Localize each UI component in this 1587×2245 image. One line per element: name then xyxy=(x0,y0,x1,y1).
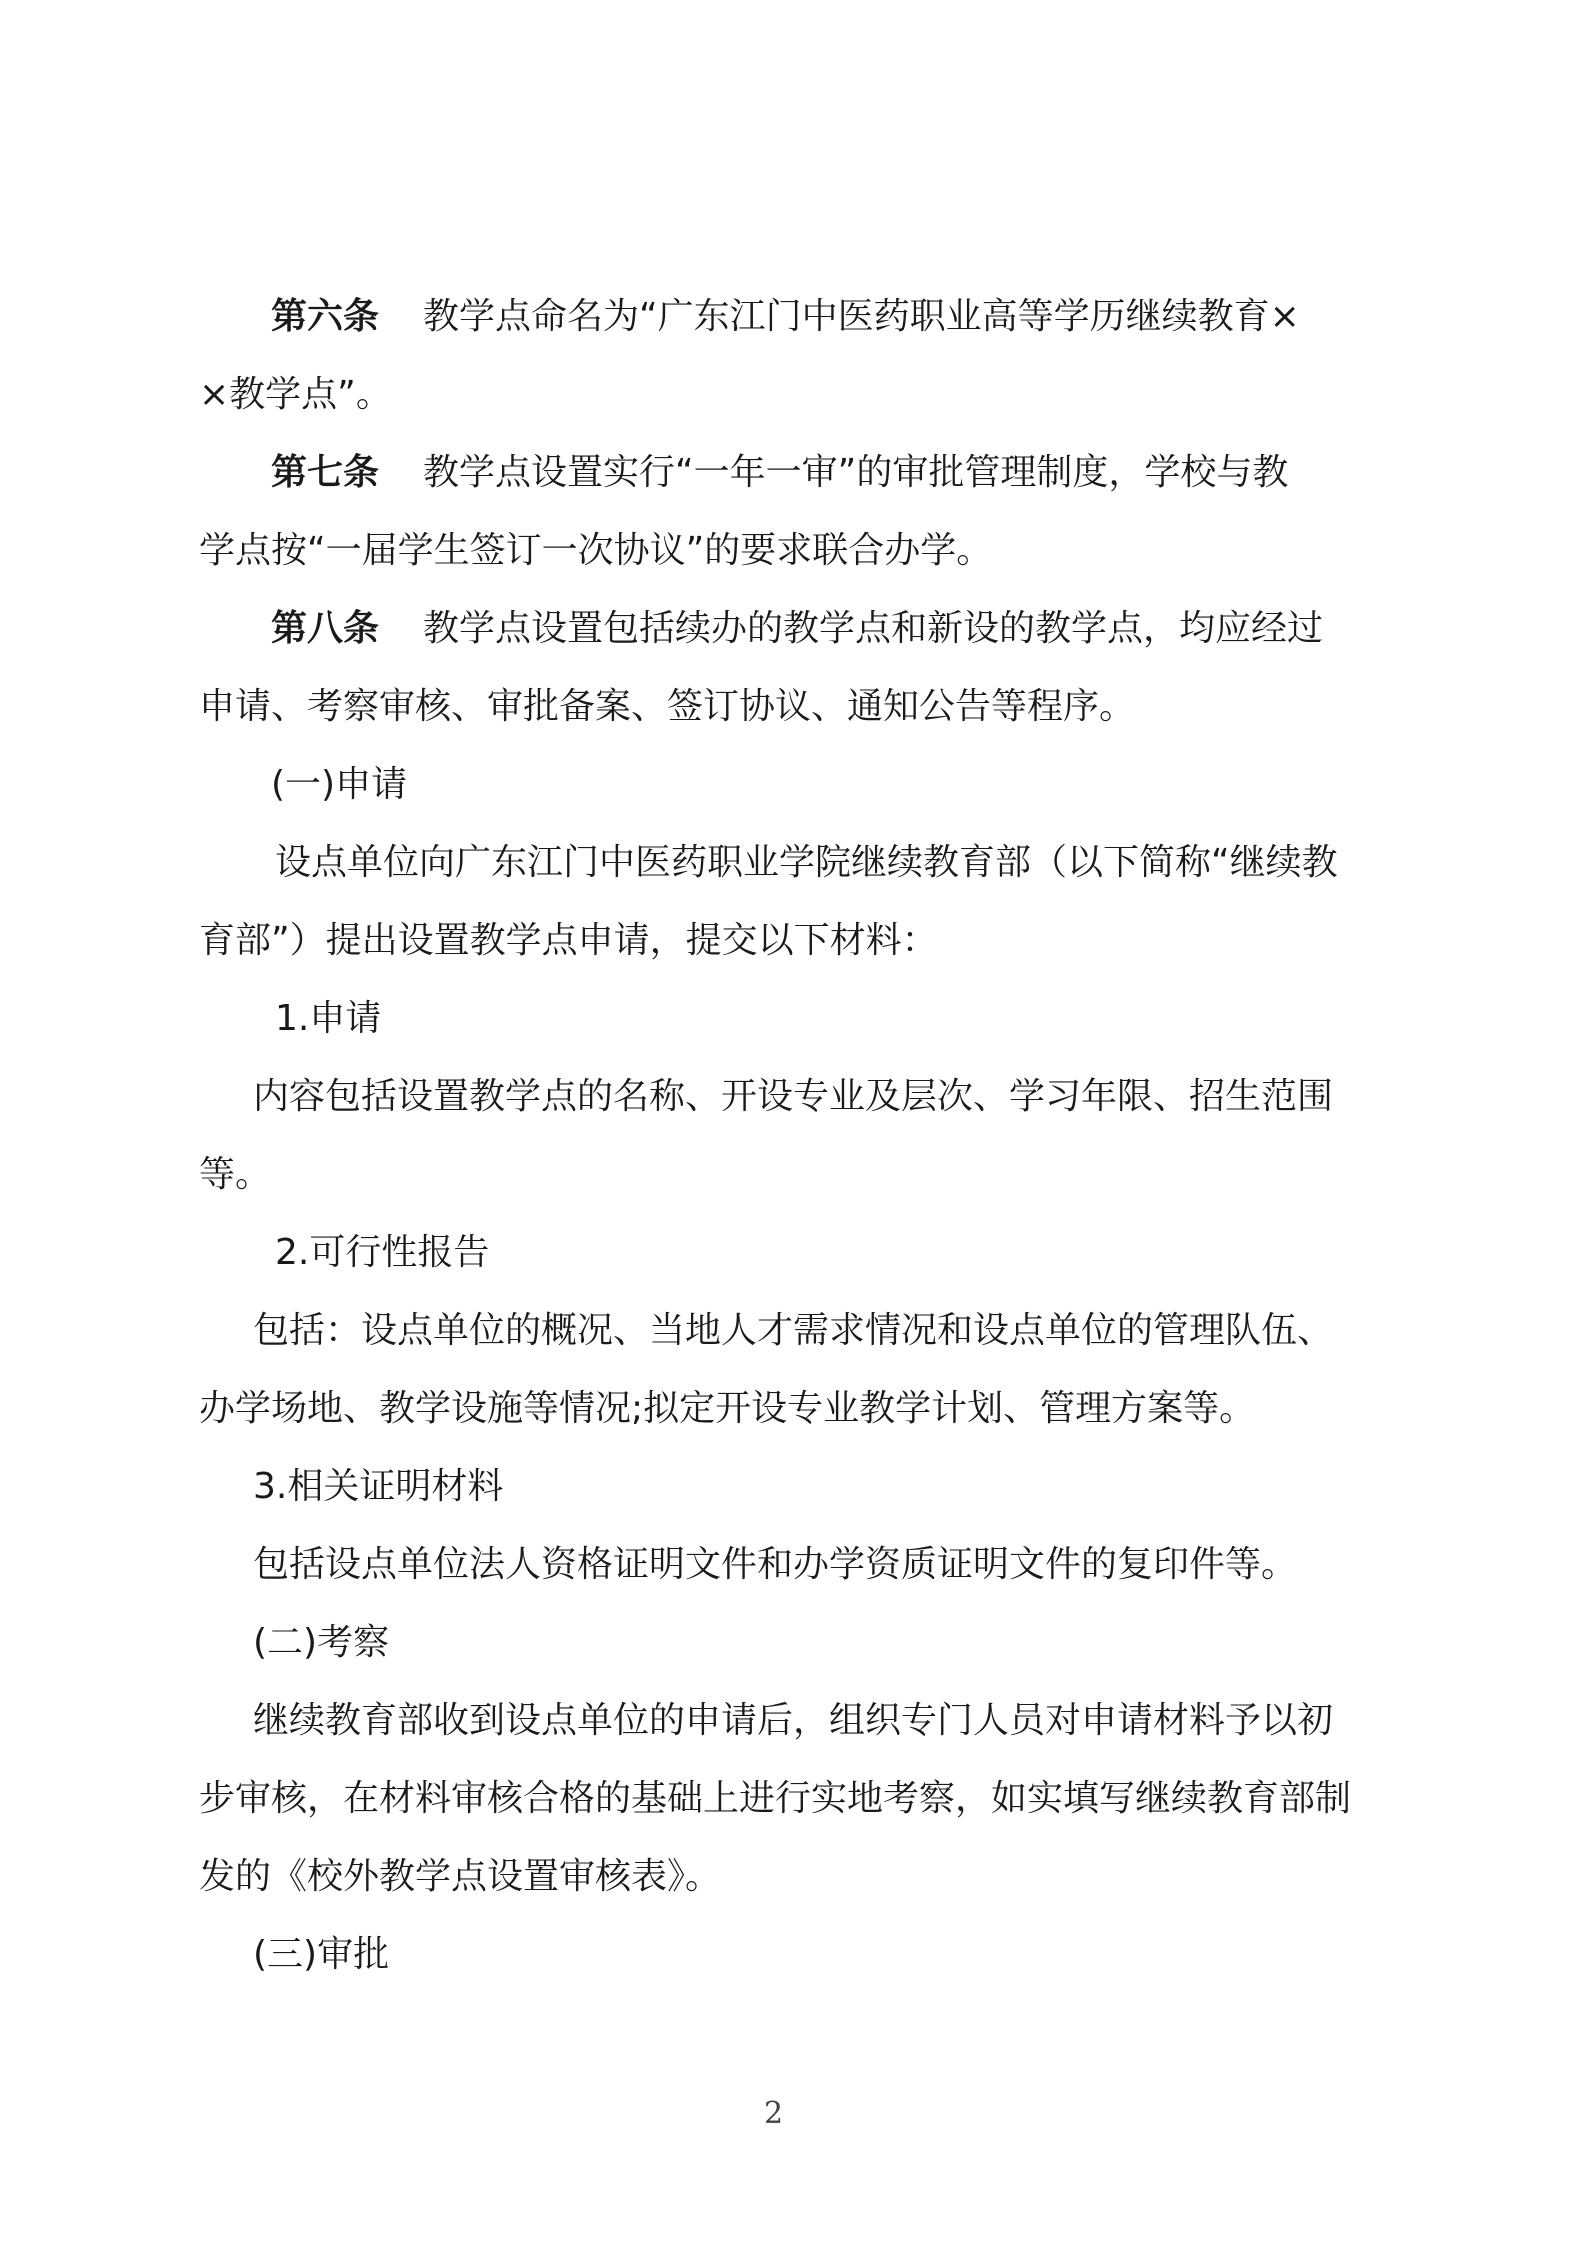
item-1-title: 1.申请 xyxy=(275,998,382,1039)
article-8-heading: 第八条 xyxy=(271,608,380,649)
item-3-title: 3.相关证明材料 xyxy=(253,1466,504,1507)
article-8-line-1 xyxy=(271,607,1323,651)
article-7-line-2: 学点按“一届学生签订一次协议”的要求联合办学。 xyxy=(199,530,993,571)
article-6-heading: 第六条 xyxy=(271,296,380,337)
section-1-intro-line-2: 育部”）提出设置教学点申请，提交以下材料： xyxy=(199,920,938,961)
section-3-title: (三)审批 xyxy=(253,1934,390,1975)
section-2-title: (二)考察 xyxy=(253,1622,390,1663)
article-8-text-1: 教学点设置包括续办的教学点和新设的教学点，均应经过 xyxy=(423,608,1324,649)
section-2-line-2: 步审核，在材料审核合格的基础上进行实地考察，如实填写继续教育部制 xyxy=(199,1778,1352,1819)
section-1-intro-line-1: 设点单位向广东江门中医药职业学院继续教育部（以下简称“继续教 xyxy=(275,842,1338,883)
article-7-line-1 xyxy=(271,451,1288,495)
article-7-text-1: 教学点设置实行“一年一审”的审批管理制度，学校与教 xyxy=(423,452,1289,493)
article-6-line-2: ×教学点”。 xyxy=(199,374,392,415)
article-8-line-2: 申请、考察审核、审批备案、签订协议、通知公告等程序。 xyxy=(199,686,1136,727)
item-2-title: 2.可行性报告 xyxy=(275,1232,490,1273)
item-2-line-2: 办学场地、教学设施等情况;拟定开设专业教学计划、管理方案等。 xyxy=(199,1388,1256,1429)
article-7-heading: 第七条 xyxy=(271,452,380,493)
article-6-text-1: 教学点命名为“广东江门中医药职业高等学历继续教育× xyxy=(423,296,1300,337)
item-1-line-2: 等。 xyxy=(199,1154,272,1195)
item-2-line-1: 包括：设点单位的概况、当地人才需求情况和设点单位的管理队伍、 xyxy=(253,1310,1334,1351)
section-2-line-1: 继续教育部收到设点单位的申请后，组织专门人员对申请材料予以初 xyxy=(253,1700,1334,1741)
item-1-line-1: 内容包括设置教学点的名称、开设专业及层次、学习年限、招生范围 xyxy=(253,1076,1334,1117)
article-6-line-1 xyxy=(271,295,1300,339)
section-1-title: (一)申请 xyxy=(271,764,408,805)
section-2-line-3: 发的《校外教学点设置审核表》。 xyxy=(199,1856,722,1897)
item-3-line-1: 包括设点单位法人资格证明文件和办学资质证明文件的复印件等。 xyxy=(253,1544,1298,1585)
page-number: 2 xyxy=(763,2096,784,2131)
